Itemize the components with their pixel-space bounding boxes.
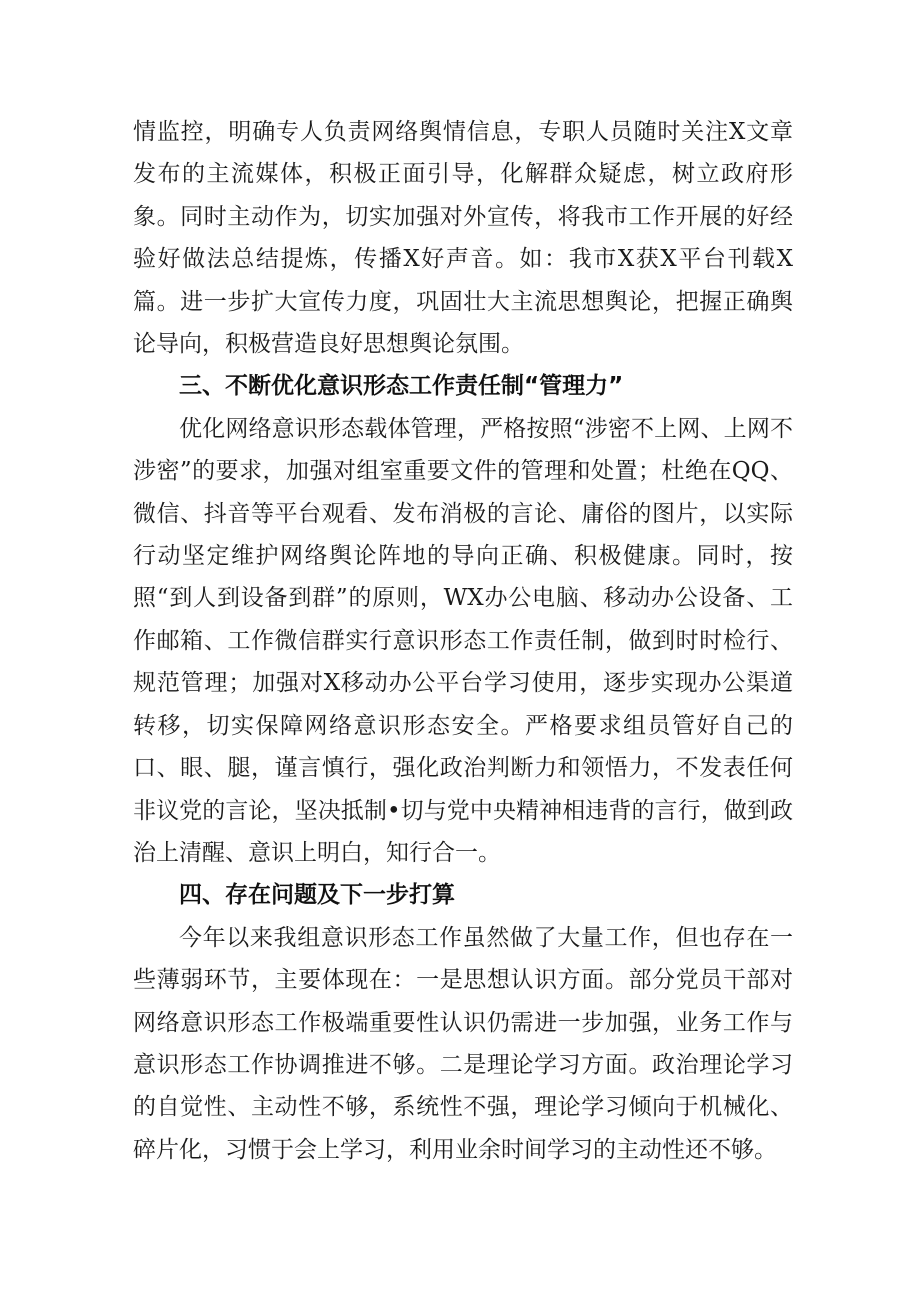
section-heading-four: 四、存在问题及下一步打算 [179,882,455,909]
paragraph-carrier-management: 优化网络意识形态载体管理，严格按照“涉密不上网、上网不涉密”的要求，加强对组室重要文件的管理和处置；杜绝在QQ、微信、抖音等平台观看、发布消极的言论、庸俗的图片，以实际行动坚定维护网络舆论阵地的导向正确、积极健康。同时，按照“到人到设备到群”的原则，WX办公电脑、移动办公设备、工作邮箱、工作微信群实行意识形态工作责任制，做到时时检行、规范管理；加强对X移动办公平台学习使用，逐步实现办公渠道转移，切实保障网络意识形态安全。严格要求组员管好自己的口、眼、腿，谨言慎行，强化政治判断力和领悟力，不发表任何非议党的言论，坚决抵制•切与党中央精神相违背的言行，做到政治上清醒、意识上明白，知行合一。 [133,415,793,866]
paragraph-online-opinion-monitoring: 情监控，明确专人负责网络舆情信息，专职人员随时关注X文章发布的主流媒体，积极正面引导，化解群众疑虑，树立政府形象。同时主动作为，切实加强对外宣传，将我市工作开展的好经验好做法总结提炼，传播X好声音。如：我市X获X平台刊载X篇。进一步扩大宣传力度，巩固壮大主流思想舆论，把握正确舆论导向，积极营造良好思想舆论氛围。 [133,119,793,358]
document-page [133,111,793,1171]
paragraph-problems-next-steps: 今年以来我组意识形态工作虽然做了大量工作，但也存在一些薄弱环节，主要体现在：一是思想认识方面。部分党员干部对网络意识形态工作极端重要性认识仍需进一步加强，业务工作与意识形态工作协调推进不够。二是理论学习方面。政治理论学习的自觉性、主动性不够，系统性不强，理论学习倾向于机械化、碎片化，习惯于会上学习，利用业余时间学习的主动性还不够。 [133,924,793,1163]
section-heading-three: 三、不断优化意识形态工作责任制“管理力” [179,373,624,400]
